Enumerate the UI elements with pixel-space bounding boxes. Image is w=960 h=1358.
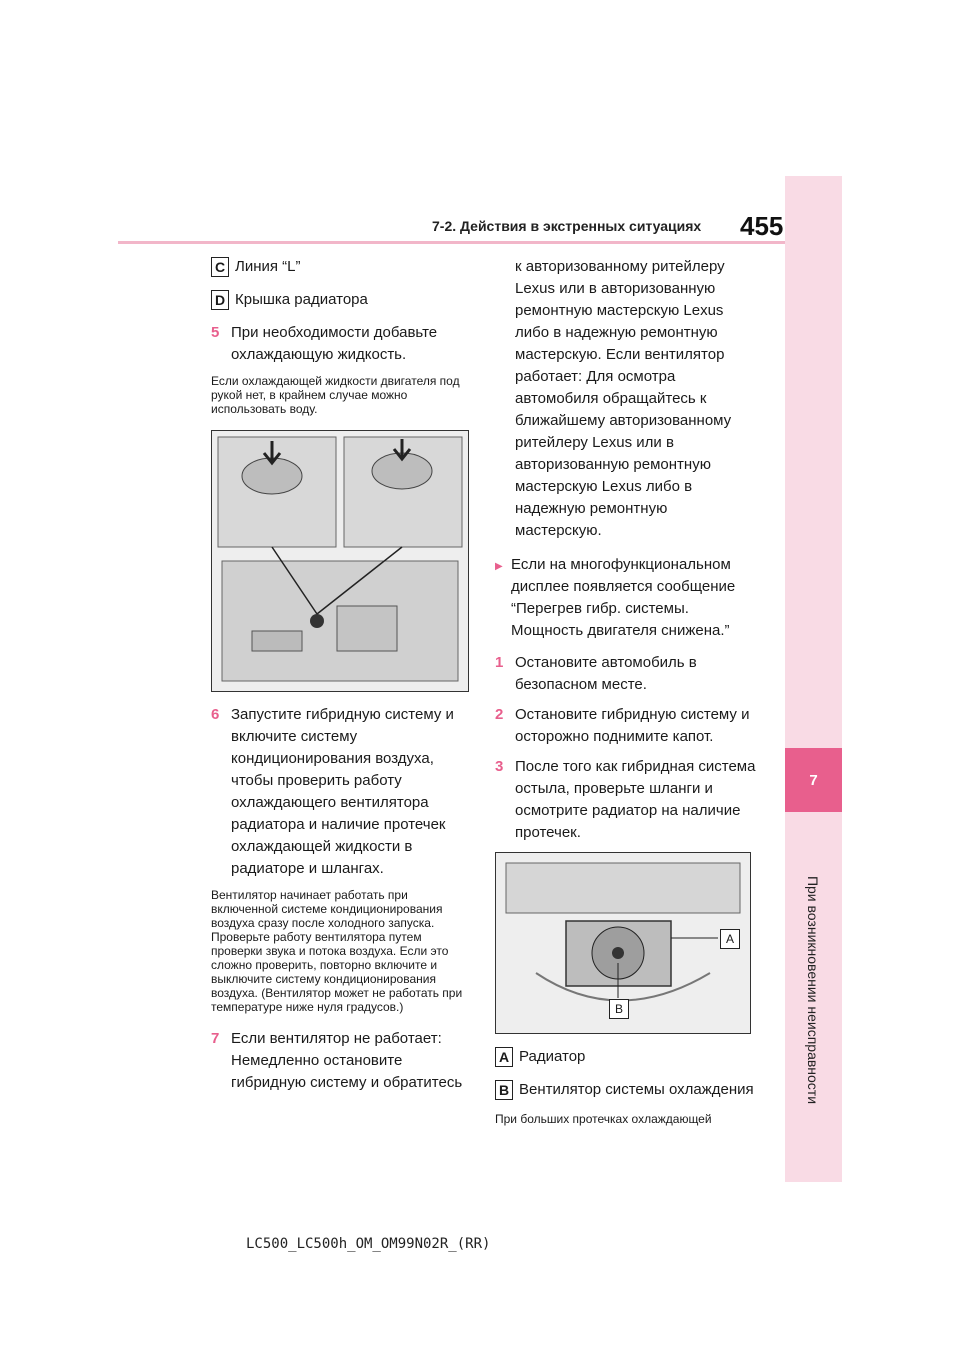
step-5 (211, 322, 473, 366)
step-1 (495, 652, 757, 696)
label-b-box: B (495, 1080, 513, 1100)
label-b-row (495, 1079, 757, 1101)
callout-a: A (720, 929, 740, 949)
overheat-bullet (495, 554, 757, 642)
chapter-number-badge: 7 (785, 748, 842, 812)
step-7-continuation: к авторизованному ритейлеру Lexus или в авторизованную ремонтную мастерскую Lexus либо в надежную ремонтную мастерскую. Если вентилятор работает: Для осмотра автомобиля обращайтесь к ближайшему авторизованному ритейлеру Lexus или в авторизованную ремонтную мастерскую Lexus либо в надежную ремонтную мастерскую. (515, 258, 732, 539)
note-water: Если охлаждающей жидкости двигателя под рукой нет, в крайнем случае можно использовать воду. (211, 374, 460, 416)
step-3-text: После того как гибридная система остыла, проверьте шланги и осмотрите радиатор на наличие протечек. (515, 758, 756, 841)
note-fan: Вентилятор начинает работать при включенной системе кондиционирования воздуха сразу после холодного запуска. Проверьте работу вентилятора путем проверки звука и потока воздуха. Если это сложно проверить, повторно включите и выключите систему кондиционирования воздуха. (Вентилятор может не работать при температуре ниже нуля градусов.) (211, 888, 463, 1014)
step-6 (211, 704, 473, 880)
label-c-box: C (211, 257, 229, 277)
step-7-text: Если вентилятор не работает: Немедленно остановите гибридную систему и обратитесь (231, 1030, 463, 1091)
label-c-text: Линия “L” (235, 258, 301, 275)
bullet-arrow-icon: ▶ (495, 561, 503, 572)
label-a-box: A (495, 1047, 513, 1067)
step-7-number: 7 (211, 1030, 220, 1047)
step-2-number: 2 (495, 706, 504, 723)
engine-bay-illustration (212, 431, 468, 691)
step-5-text: При необходимости добавьте охлаждающую жидкость. (231, 324, 438, 363)
step-6-text: Запустите гибридную систему и включите систему кондиционирования воздуха, чтобы проверить работу охлаждающего вентилятора радиатора и наличие протечек охлаждающей жидкости в радиаторе и шлангах. (231, 706, 454, 877)
left-column (211, 256, 473, 1102)
chapter-side-label: При возникновении неисправности (805, 875, 821, 1105)
section-title: 7-2. Действия в экстренных ситуациях (432, 218, 702, 234)
step-1-text: Остановите автомобиль в безопасном месте. (515, 654, 697, 693)
label-d-row (211, 289, 473, 311)
step-1-number: 1 (495, 654, 504, 671)
overheat-bullet-text: Если на многофункциональном дисплее появляется сообщение “Перегрев гибр. системы. Мощность двигателя снижена.” (511, 556, 736, 639)
right-column (495, 256, 757, 1140)
engine-bay-figure (211, 430, 469, 692)
radiator-figure (495, 852, 751, 1034)
callout-b: B (609, 999, 629, 1019)
label-d-box: D (211, 290, 229, 310)
document-code: LC500_LC500h_OM_OM99N02R_(RR) (246, 1236, 491, 1252)
label-c-row (211, 256, 473, 278)
page-number: 455 (740, 211, 784, 241)
step-2 (495, 704, 757, 748)
step-3-number: 3 (495, 758, 504, 775)
step-2-text: Остановите гибридную систему и осторожно поднимите капот. (515, 706, 750, 745)
step-3 (495, 756, 757, 844)
label-d-text: Крышка радиатора (235, 291, 368, 308)
note-leak: При больших протечках охлаждающей (495, 1112, 712, 1126)
step-6-number: 6 (211, 706, 220, 723)
label-a-text: Радиатор (519, 1048, 586, 1065)
label-b-text: Вентилятор системы охлаждения (519, 1081, 754, 1098)
step-5-number: 5 (211, 324, 220, 341)
header-divider (118, 241, 786, 244)
label-a-row (495, 1046, 757, 1068)
step-7 (211, 1028, 473, 1094)
